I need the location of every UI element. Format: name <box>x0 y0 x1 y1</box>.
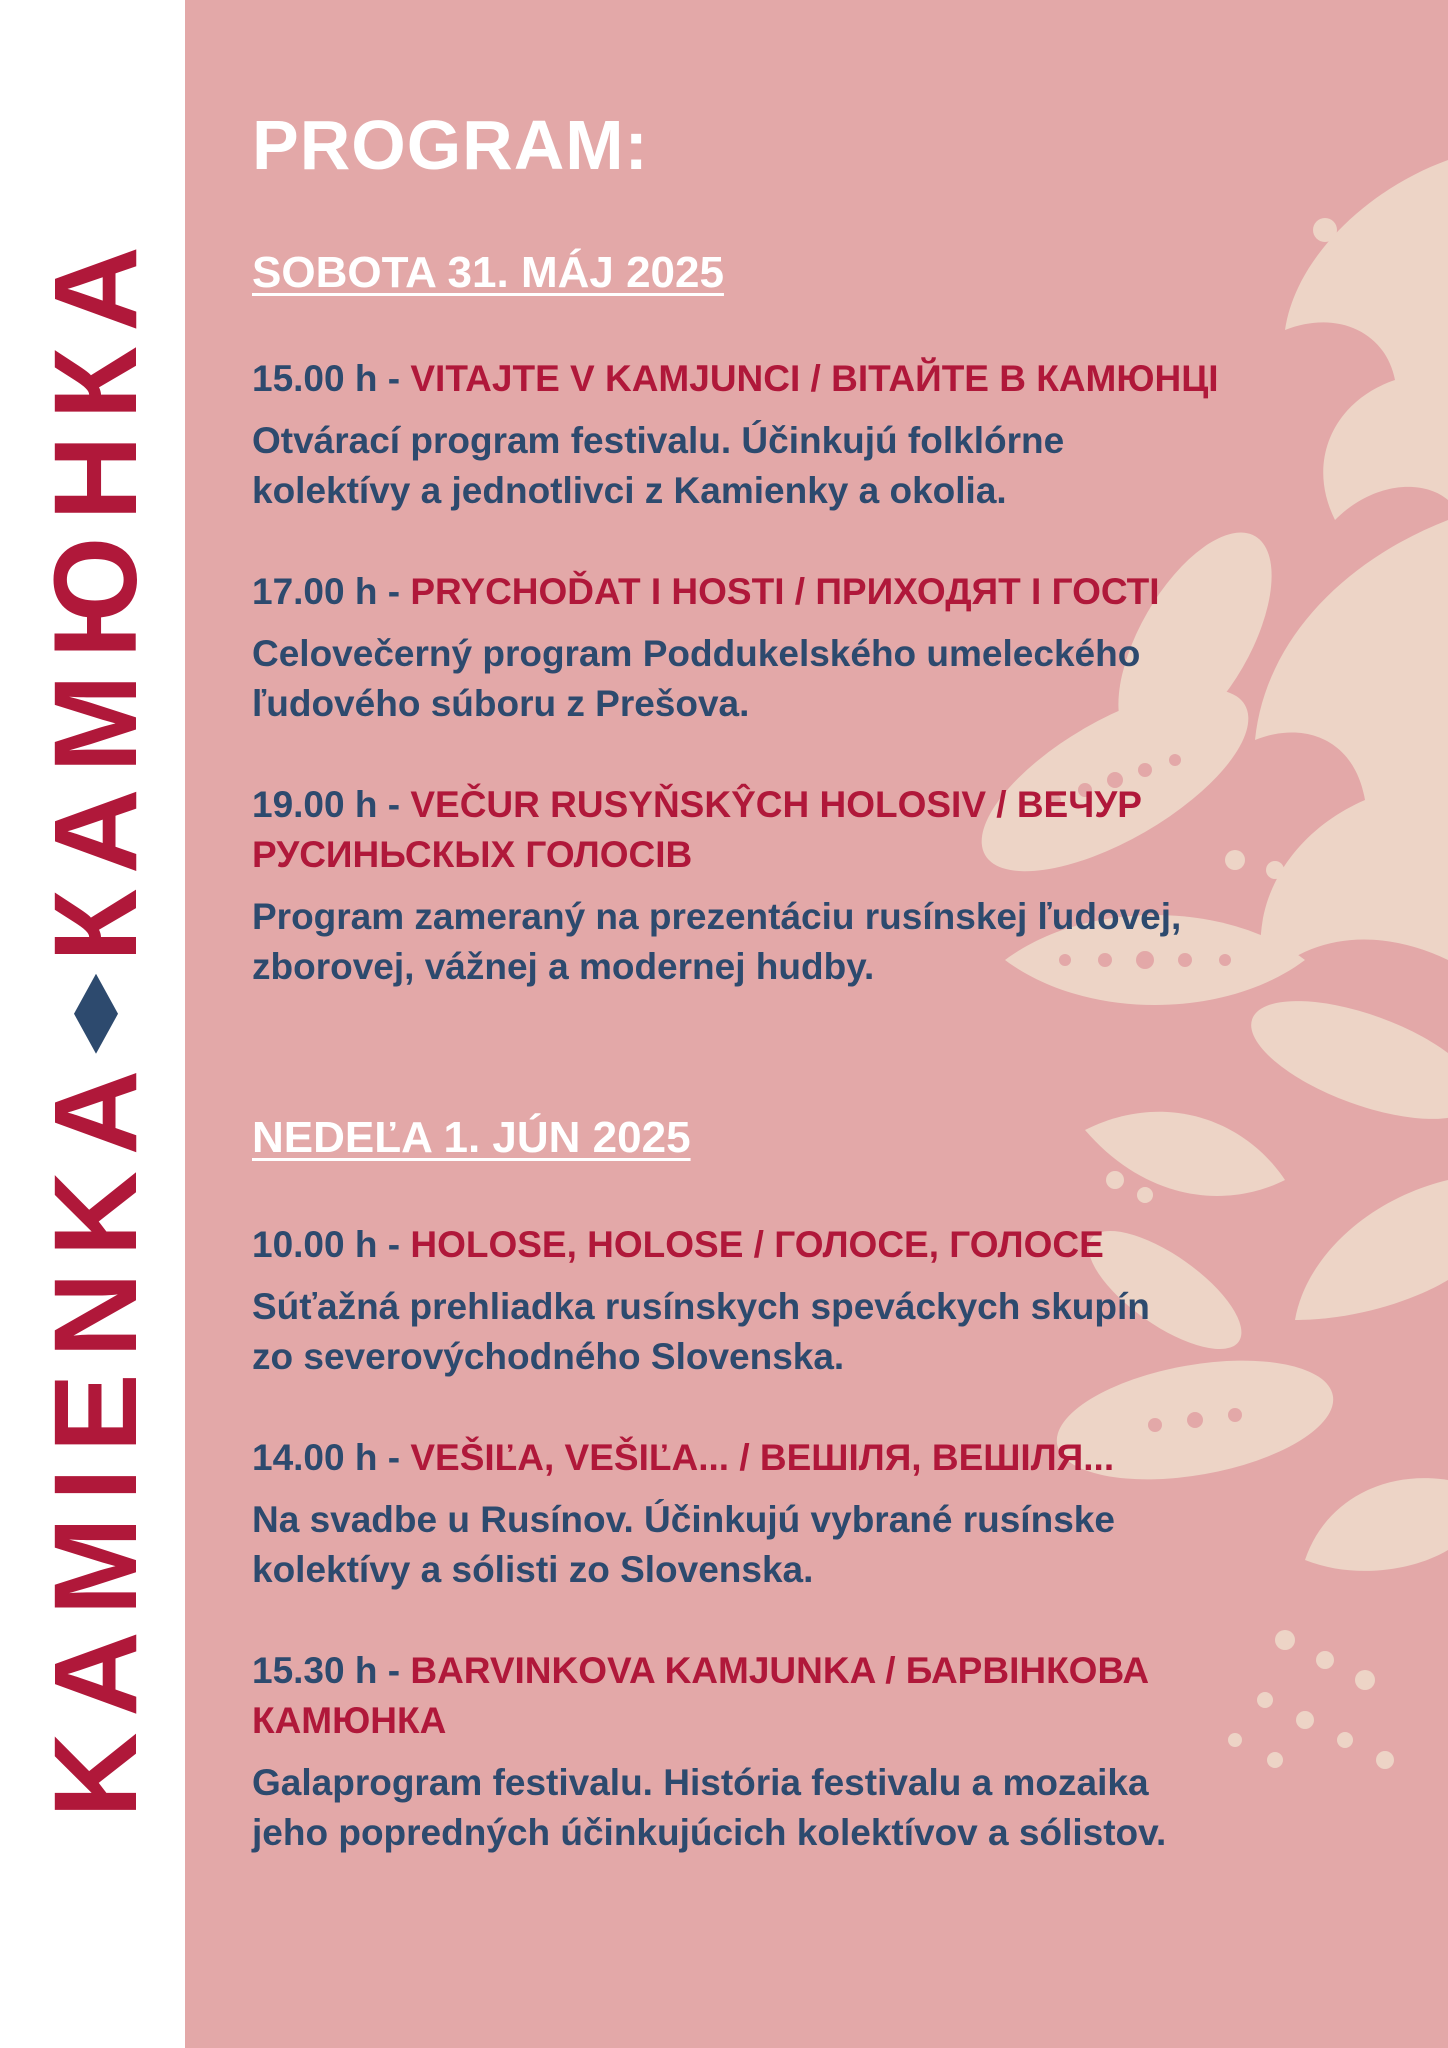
event-time: 15.30 h - <box>252 1650 401 1691</box>
day-heading-saturday: SOBOTA 31. MÁJ 2025 <box>252 248 724 297</box>
event-description-line: jeho popredných účinkujúcich kolektívov a sólistov. <box>252 1812 1167 1853</box>
event-time: 19.00 h - <box>252 784 401 825</box>
event-saturday-1 <box>252 354 1352 516</box>
day-heading-sunday: NEDEĽA 1. JÚN 2025 <box>252 1113 691 1162</box>
event-time: 14.00 h - <box>252 1437 401 1478</box>
event-title <box>252 567 1352 617</box>
event-description-line: Celovečerný program Poddukelského umeleckého <box>252 633 1141 674</box>
event-name: PRYCHOĎAT I HOSTI / ПРИХОДЯТ І ГОСТІ <box>410 571 1160 612</box>
event-name: КАМЮНКА <box>252 1700 447 1741</box>
festival-title-vertical <box>30 230 162 1818</box>
event-sunday-1 <box>252 1220 1352 1382</box>
event-name: РУСИНЬСКЫХ ГОЛОСІВ <box>252 834 693 875</box>
event-description-line: zo severovýchodného Slovenska. <box>252 1336 845 1377</box>
event-description <box>252 1282 1352 1382</box>
event-description-line: Súťažná prehliadka rusínskych speváckych skupín <box>252 1286 1150 1327</box>
sidebar <box>0 0 185 2048</box>
event-description-line: kolektívy a sólisti zo Slovenska. <box>252 1549 814 1590</box>
festival-name-latin: KAMIENKA <box>30 1053 162 1818</box>
event-description <box>252 629 1352 729</box>
event-time: 15.00 h - <box>252 358 401 399</box>
event-description <box>252 892 1352 992</box>
event-description-line: Program zameraný na prezentáciu rusínskej ľudovej, <box>252 896 1182 937</box>
event-title <box>252 1433 1352 1483</box>
event-time: 17.00 h - <box>252 571 401 612</box>
event-description-line: Galaprogram festivalu. História festivalu a mozaika <box>252 1762 1149 1803</box>
event-name: VEŠIĽA, VEŠIĽA... / ВЕШІЛЯ, ВЕШІЛЯ... <box>410 1437 1115 1478</box>
event-name: VITAJTE V KAMJUNCI / ВІТАЙТЕ В КАМЮНЦІ <box>410 358 1219 399</box>
event-sunday-2 <box>252 1433 1352 1595</box>
event-description <box>252 1495 1352 1595</box>
festival-name-cyrillic: КАМЮНКА <box>30 230 162 962</box>
program-title: PROGRAM: <box>252 106 649 184</box>
event-description <box>252 1758 1352 1858</box>
event-description <box>252 416 1352 516</box>
event-sunday-3 <box>252 1646 1352 1858</box>
event-name: BARVINKOVA KAMJUNKA / БАРВІНКОВА <box>410 1650 1150 1691</box>
diamond-icon <box>56 992 136 1036</box>
program-panel <box>185 0 1448 2048</box>
event-description-line: Na svadbe u Rusínov. Účinkujú vybrané rusínske <box>252 1499 1115 1540</box>
event-title <box>252 354 1352 404</box>
event-title <box>252 1646 1352 1746</box>
event-name: VEČUR RUSYŇSKŶCH HOLOSIV / ВЕЧУР <box>410 784 1142 825</box>
event-saturday-2 <box>252 567 1352 729</box>
event-description-line: ľudového súboru z Prešova. <box>252 683 750 724</box>
event-saturday-3 <box>252 780 1352 992</box>
event-description-line: kolektívy a jednotlivci z Kamienky a okolia. <box>252 470 1007 511</box>
event-description-line: zborovej, vážnej a modernej hudby. <box>252 946 875 987</box>
event-title <box>252 780 1352 880</box>
event-description-line: Otvárací program festivalu. Účinkujú folklórne <box>252 420 1065 461</box>
event-name: HOLOSE, HOLOSE / ГОЛОСЕ, ГОЛОСЕ <box>410 1224 1104 1265</box>
event-title <box>252 1220 1352 1270</box>
event-time: 10.00 h - <box>252 1224 401 1265</box>
